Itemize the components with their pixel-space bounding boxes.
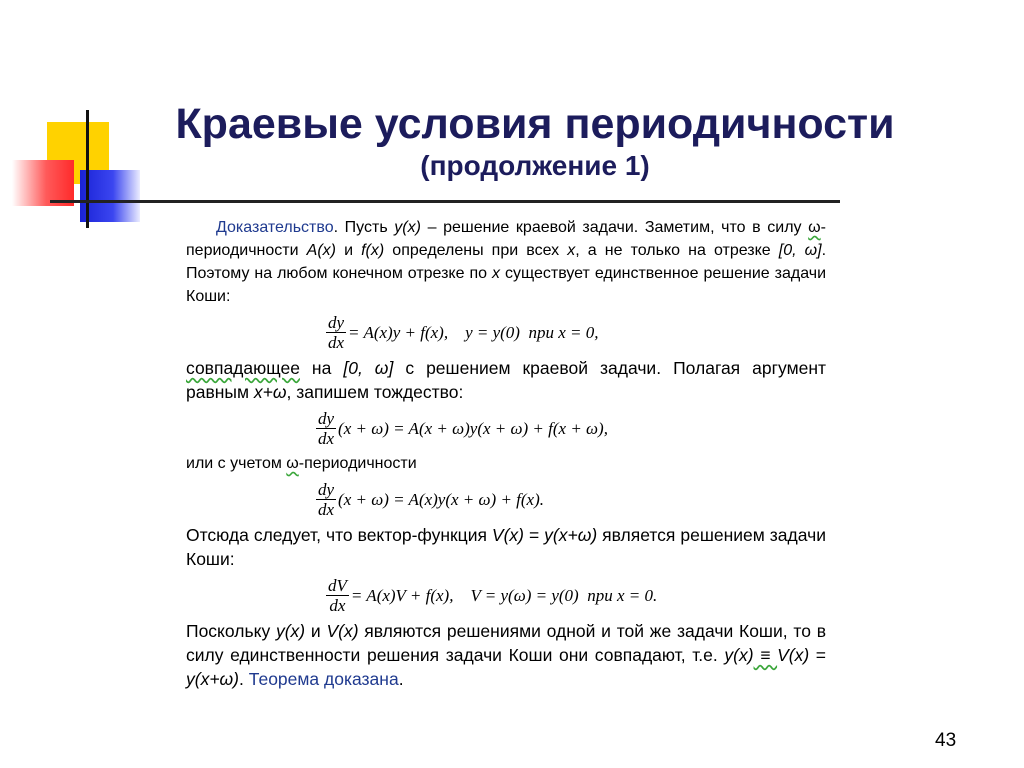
vertical-divider xyxy=(86,110,89,228)
text-run: Поскольку xyxy=(186,621,276,641)
math-run: ω xyxy=(808,219,821,236)
math-run: ω xyxy=(286,455,299,472)
blue-square xyxy=(80,170,140,222)
text-run: на xyxy=(299,358,344,378)
text-run: = xyxy=(524,525,545,545)
math-run: ≡ xyxy=(753,645,778,665)
text-run: -периодичности xyxy=(298,455,417,472)
text-run: определены при всех xyxy=(384,242,568,259)
text-run: является решением задачи Коши: xyxy=(186,525,826,569)
text-run: . Пусть xyxy=(333,219,395,236)
formula-periodic-identity xyxy=(186,475,826,523)
paragraph-coinciding xyxy=(186,356,826,404)
text-run: = xyxy=(809,645,826,665)
fraction-denominator: dx xyxy=(318,499,335,519)
text-run: – решение краевой задачи. Заметим, что в силу xyxy=(420,219,809,236)
slide-subtitle: (продолжение 1) xyxy=(420,150,650,181)
text-run: , запишем тождество: xyxy=(286,382,464,402)
slide-title: Краевые условия периодичности xyxy=(175,100,895,148)
math-run: [0, ω] xyxy=(778,242,822,259)
formula-body: = A(x)V + f(x), V = y(ω) = y(0) при x = 0. xyxy=(350,585,658,605)
formula-cauchy-problem xyxy=(186,308,826,356)
math-run: A(x) xyxy=(306,242,336,259)
math-run: y(x) xyxy=(275,621,306,641)
text-run: , а не только на отрезке xyxy=(575,242,779,259)
formula-identity xyxy=(186,404,826,452)
fraction-numerator: dy xyxy=(318,408,335,428)
math-run: [0, ω] xyxy=(343,358,394,378)
fraction-numerator: dy xyxy=(328,312,345,332)
paragraph-vector-function xyxy=(186,523,826,571)
fraction-numerator: dy xyxy=(318,479,335,499)
text-run: существует единственное решение задачи Коши: xyxy=(186,265,827,305)
math-run: y(x+ω) xyxy=(186,669,240,689)
paragraph-periodicity xyxy=(186,452,826,475)
proof-label: Доказательство xyxy=(216,219,334,236)
math-run: V(x) xyxy=(777,645,810,665)
formula-body: (x + ω) = A(x + ω)y(x + ω) + f(x + ω), xyxy=(338,418,608,438)
text-run: Отсюда следует, что вектор-функция xyxy=(186,525,492,545)
math-run: y(x+ω) xyxy=(544,525,598,545)
math-run: y(x) xyxy=(394,219,421,236)
fraction-numerator: dV xyxy=(328,575,347,595)
fraction-denominator: dx xyxy=(318,428,335,448)
paragraph-conclusion xyxy=(186,619,826,691)
fraction xyxy=(326,576,349,615)
fraction xyxy=(326,313,346,352)
text-run: совпадающее xyxy=(186,358,300,378)
paragraph-proof-intro xyxy=(186,216,826,308)
text-run: и xyxy=(305,621,327,641)
math-run: V(x) xyxy=(491,525,524,545)
formula-body: (x + ω) = A(x)y(x + ω) + f(x). xyxy=(338,489,545,509)
text-run: -периодичности xyxy=(186,219,826,259)
text-run: и xyxy=(335,242,362,259)
formula-body: = A(x)y + f(x), y = y(0) при x = 0, xyxy=(348,322,599,342)
math-run: x xyxy=(492,265,501,282)
fraction-denominator: dx xyxy=(329,595,346,615)
text-run: с решением краевой задачи. Полагая аргумент равным xyxy=(186,358,827,402)
math-run: f(x) xyxy=(361,242,385,259)
math-run: V(x) xyxy=(326,621,359,641)
math-run: x+ω xyxy=(253,382,287,402)
formula-cauchy-V xyxy=(186,571,826,619)
text-run: являются решениями одной и той же задачи Коши, то в силу единственности решения задачи Коши они совпадают, т.е. xyxy=(186,621,826,665)
text-run: . xyxy=(239,669,249,689)
page-number: 43 xyxy=(935,730,957,751)
horizontal-divider xyxy=(50,200,840,203)
theorem-proved: Теорема доказана xyxy=(248,669,399,689)
fraction xyxy=(316,409,336,448)
fraction xyxy=(316,480,336,519)
text-run: . Поэтому на любом конечном отрезке по xyxy=(186,242,827,282)
slide-content xyxy=(186,216,826,691)
text-run: или с учетом xyxy=(186,455,287,472)
math-run: y(x) xyxy=(724,645,754,665)
fraction-denominator: dx xyxy=(328,332,345,352)
math-run: x xyxy=(567,242,576,259)
text-run: . xyxy=(398,669,404,689)
